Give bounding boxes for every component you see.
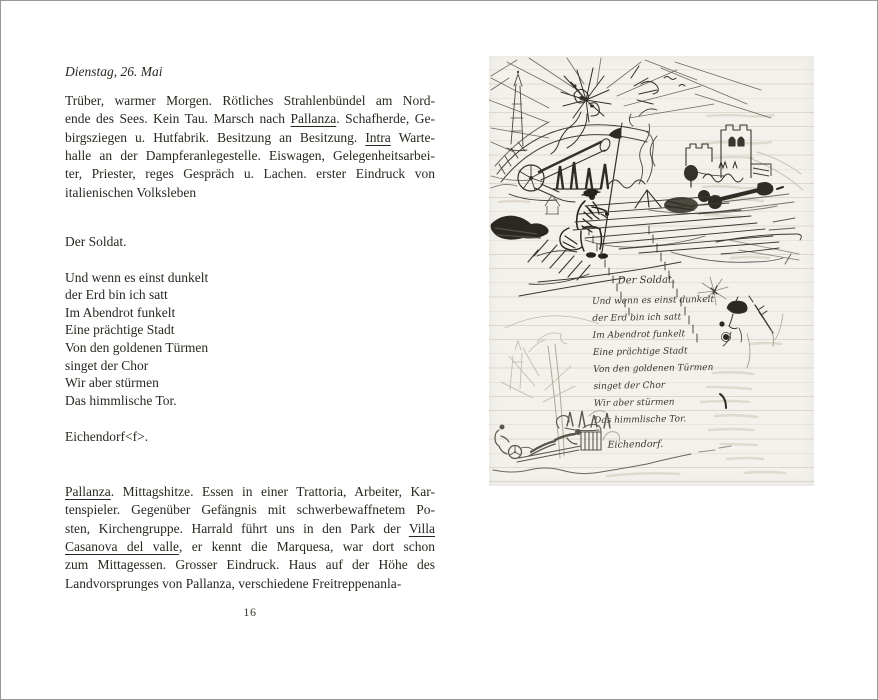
faint-pencil-marks [749,152,803,190]
underlined-place-name: Pallanza [65,483,111,499]
handwriting-line: Von den goldenen Türmen [593,362,714,375]
handwriting-line: Wir aber stürmen [593,397,675,409]
text-line [65,538,435,556]
underlined-place-name: Intra [365,129,391,145]
handwriting-signature: Eichendorf. [607,438,664,451]
sitting-soldier [560,189,609,259]
handwriting-line: Das himmlische Tor. [594,414,687,426]
text-segment: birgsziegen u. Hutfabrik. Besitzung an Besitzung. [65,129,366,145]
text-segment: . Mittagshitze. Essen in einer Trattoria, Arbeiter, Kar- [110,483,435,499]
lance-flag [602,123,622,252]
handwriting-title: Der Soldat. [617,274,676,287]
sleeping-figure [491,216,549,240]
hut [545,195,560,214]
date-heading: Dienstag, 26. Mai [65,64,163,79]
page-number: 16 [243,605,257,620]
handwriting-line: der Erd bin ich satt [592,312,682,324]
handwriting-line: singet der Chor [593,380,666,392]
journal-paragraph-2 [65,483,435,593]
underlined-villa-name: Villa [408,520,435,536]
castle [685,125,771,178]
poem-line: Eine prächtige Stadt [65,322,175,338]
handwriting-line: Eine prächtige Stadt [592,346,688,358]
text-line: tenspieler. Gegenüber Gefängnis mit schwerbewaffnetem Po- [65,502,435,518]
manuscript-sketch [489,56,814,486]
text-line [65,483,435,501]
handwriting-line: Und wenn es einst dunkelt [591,294,715,307]
text-line: italienischen Volksleben [65,184,197,200]
underlined-villa-name: Casanova del valle [65,538,179,554]
text-line: Trüber, warmer Morgen. Rötliches Strahlenbündel am Nord- [65,92,435,108]
text-segment: , er kennt die Marquesa, war dort schon [178,538,435,554]
poem-line: Das himmlische Tor. [65,392,177,408]
text-line: zum Mittagessen. Grosser Eindruck. Haus auf der Höhe des [65,557,435,573]
journal-paragraph-1 [65,92,435,202]
poem-line: Im Abendrot funkelt [65,304,176,320]
text-line: ter, Priester, reges Gespräch u. Lachen. erster Eindruck von [65,166,435,182]
poem-line: der Erd bin ich satt [65,287,168,303]
poem-line: singet der Chor [65,357,149,373]
underlined-place-name: Pallanza [290,111,337,127]
text-line: halle an der Dampferanlegestelle. Eiswagen, Gelegenheitsarbei- [65,148,435,164]
poem-attribution: Eichendorf<f>. [65,429,149,445]
text-segment: sten, Kirchengruppe. Harrald führt uns in den Park der [65,520,409,536]
text-line [65,520,435,538]
text-line [65,110,435,128]
text-segment: ende des Sees. Kein Tau. Marsch nach [65,111,291,127]
soldier-head-sketch [719,296,783,408]
poem-title: Der Soldat. [65,234,127,250]
text-segment: Warte- [390,129,435,145]
smoke-column [629,109,657,184]
poem-line: Und wenn es einst dunkelt [65,269,209,285]
left-page [65,63,435,622]
poem-line: Wir aber stürmen [65,375,159,391]
text-segment: . Schafherde, Ge- [336,111,435,127]
poem-block [65,269,435,410]
poem-line: Von den goldenen Türmen [65,340,209,356]
handwriting-line: Im Abendrot funkelt [592,329,686,341]
text-line: Landvorsprunges von Pallanza, verschiedene Freitreppenanla- [65,575,402,591]
manuscript-facsimile [489,56,814,486]
text-line [65,129,435,147]
